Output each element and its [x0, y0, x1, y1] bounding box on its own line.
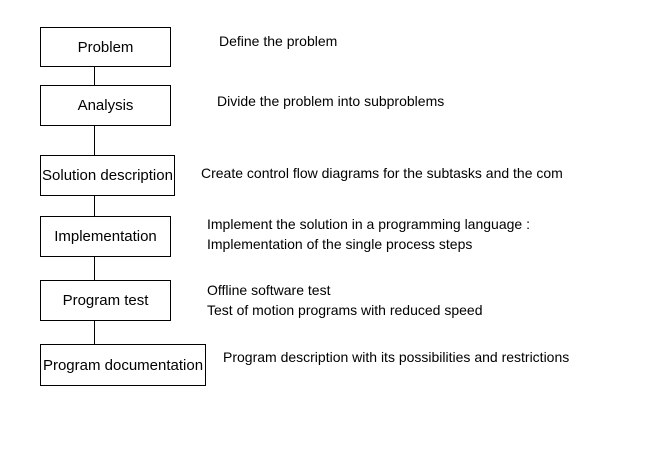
description-line: Define the problem	[219, 33, 338, 49]
connector-line	[94, 125, 95, 155]
step-box-program-documentation	[40, 344, 206, 386]
step-description-problem	[219, 31, 337, 51]
step-label: Problem	[77, 38, 134, 56]
step-description-program-test	[207, 280, 482, 320]
description-line: Offline software test	[207, 282, 331, 298]
description-line: Create control flow diagrams for the subtasks and the com	[201, 165, 563, 181]
connector-line	[94, 256, 95, 280]
step-label: Analysis	[77, 97, 134, 114]
step-description-implementation	[207, 214, 530, 254]
description-line: Test of motion programs with reduced speed	[207, 302, 483, 318]
description-line: Implementation of the single process steps	[207, 236, 473, 252]
step-box-implementation	[40, 216, 171, 257]
step-description-documentation	[223, 347, 569, 367]
step-label: Solution description	[42, 167, 173, 184]
step-label: Implementation	[54, 228, 157, 245]
step-description-solution	[201, 163, 563, 183]
step-description-analysis	[217, 91, 444, 111]
description-line: Implement the solution in a programming language :	[207, 216, 530, 232]
step-box-program-test	[40, 280, 171, 321]
step-box-analysis	[40, 85, 171, 126]
step-box-problem	[40, 27, 171, 67]
description-line: Divide the problem into subproblems	[217, 93, 445, 109]
step-box-solution-description	[40, 155, 175, 196]
step-label: Program test	[62, 292, 149, 309]
description-line: Program description with its possibilities and restrictions	[223, 349, 570, 365]
connector-line	[94, 320, 95, 344]
step-label: Program documentation	[42, 356, 204, 374]
connector-line	[94, 195, 95, 216]
connector-line	[94, 66, 95, 85]
